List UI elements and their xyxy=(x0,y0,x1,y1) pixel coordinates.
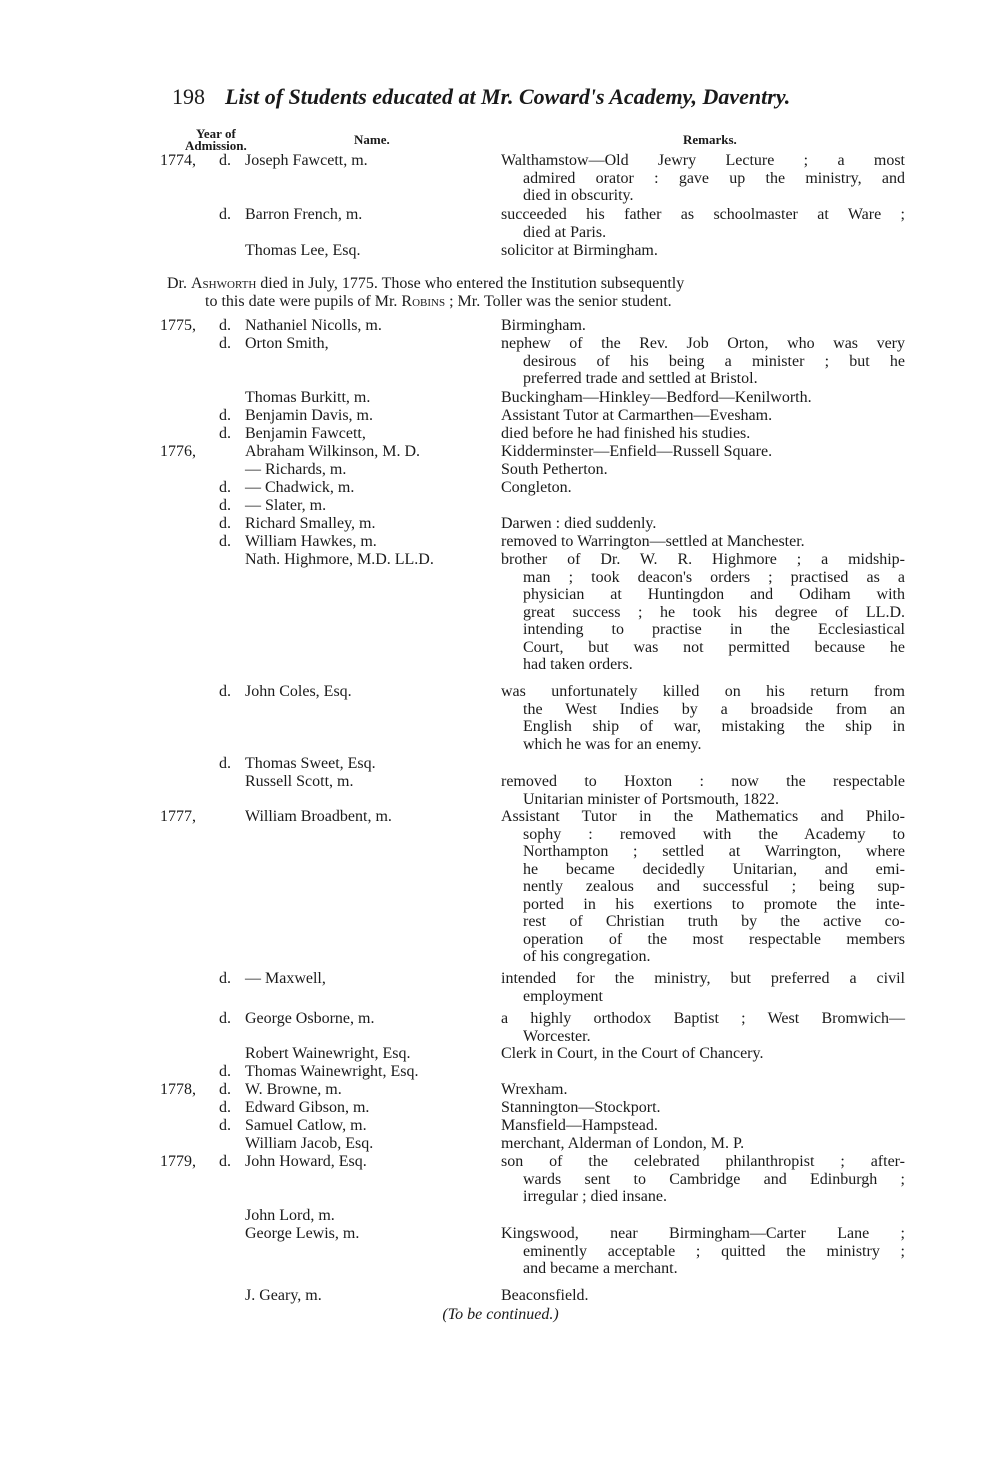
remarks-line: admired orator : gave up the ministry, and xyxy=(523,169,905,187)
remarks xyxy=(501,425,905,443)
deceased-marker: d. xyxy=(219,317,231,334)
remarks-line: died in obscurity. xyxy=(523,187,634,204)
remarks-line: preferred trade and settled at Bristol. xyxy=(523,370,758,387)
remarks-line: solicitor at Birmingham. xyxy=(501,242,658,259)
student-name: George Osborne, m. xyxy=(245,1010,375,1027)
deceased-marker: d. xyxy=(219,335,231,352)
remarks-line: employment xyxy=(523,987,603,1005)
student-name: William Hawkes, m. xyxy=(245,533,377,550)
admission-year: 1778, xyxy=(160,1081,196,1098)
remarks-line: Northampton ; settled at Warrington, where xyxy=(523,843,905,860)
remarks-line: son of the celebrated philanthropist ; after- xyxy=(501,1153,905,1170)
admission-year: 1775, xyxy=(160,317,196,334)
deceased-marker: d. xyxy=(219,1099,231,1116)
student-name: George Lewis, m. xyxy=(245,1225,360,1242)
remarks-line: merchant, Alderman of London, M. P. xyxy=(501,1135,745,1152)
deceased-marker: d. xyxy=(219,497,231,514)
student-name: Joseph Fawcett, m. xyxy=(245,152,368,169)
remarks-line: intended for the ministry, but preferred a civil xyxy=(501,970,905,987)
remarks-line: the West Indies by a broadside from an xyxy=(523,700,905,718)
deceased-marker: d. xyxy=(219,1063,231,1080)
remarks-line: Court, but was not permitted because he xyxy=(523,638,905,656)
student-name: — Maxwell, xyxy=(245,970,326,987)
remarks xyxy=(501,1099,905,1117)
remarks-line: ported in his exertions to promote the inte- xyxy=(523,895,905,913)
remarks xyxy=(501,551,905,674)
remarks xyxy=(501,317,905,335)
remarks xyxy=(501,242,905,260)
student-name: Orton Smith, xyxy=(245,335,329,352)
remarks-line: had taken orders. xyxy=(523,656,633,673)
remarks xyxy=(501,1153,905,1206)
remarks xyxy=(501,443,905,461)
student-name: John Coles, Esq. xyxy=(245,683,352,700)
student-name: Nathaniel Nicolls, m. xyxy=(245,317,382,334)
remarks-line: Darwen : died suddenly. xyxy=(501,515,657,532)
remarks xyxy=(501,1287,905,1305)
ashworth-note xyxy=(167,275,907,311)
student-name: John Lord, m. xyxy=(245,1207,335,1224)
remarks-line: Unitarian minister of Portsmouth, 1822. xyxy=(523,790,779,808)
remarks xyxy=(501,206,905,241)
remarks xyxy=(501,389,905,407)
student-name: Robert Wainewright, Esq. xyxy=(245,1045,411,1062)
deceased-marker: d. xyxy=(219,755,231,772)
student-name: William Jacob, Esq. xyxy=(245,1135,374,1152)
page-number: 198 xyxy=(172,84,205,109)
remarks-line: Congleton. xyxy=(501,479,572,496)
deceased-marker: d. xyxy=(219,1010,231,1027)
remarks-line: he became decidedly Unitarian, and emi- xyxy=(523,860,905,878)
remarks-line: and became a merchant. xyxy=(523,1260,678,1277)
year-header-line1: Year of xyxy=(195,126,236,141)
remarks xyxy=(501,1117,905,1135)
remarks-line: Kidderminster—Enfield—Russell Square. xyxy=(501,443,773,460)
remarks-line: Worcester. xyxy=(523,1027,591,1045)
student-name: William Broadbent, m. xyxy=(245,808,392,825)
deceased-marker: d. xyxy=(219,1081,231,1098)
deceased-marker: d. xyxy=(219,407,231,424)
remarks-line: Wrexham. xyxy=(501,1081,568,1098)
student-name: Thomas Sweet, Esq. xyxy=(245,755,376,772)
student-name: Benjamin Fawcett, xyxy=(245,425,366,442)
remarks-line: Mansfield—Hampstead. xyxy=(501,1117,658,1134)
remarks-line: Kingswood, near Birmingham—Carter Lane ; xyxy=(501,1225,905,1242)
student-name: Thomas Wainewright, Esq. xyxy=(245,1063,419,1080)
remarks xyxy=(501,407,905,425)
student-name: Russell Scott, m. xyxy=(245,773,354,790)
remarks-line: irregular ; died insane. xyxy=(523,1188,667,1205)
continued-footer: (To be continued.) xyxy=(442,1306,559,1323)
admission-year: 1777, xyxy=(160,808,196,825)
admission-year: 1776, xyxy=(160,443,196,460)
student-name: J. Geary, m. xyxy=(245,1287,322,1304)
remarks-line: was unfortunately killed on his return from xyxy=(501,683,905,700)
student-name: Richard Smalley, m. xyxy=(245,515,376,532)
remarks-line: a highly orthodox Baptist ; West Bromwich— xyxy=(501,1010,905,1027)
remarks-line: physician at Huntingdon and Odiham with xyxy=(523,586,905,603)
remarks-line: Assistant Tutor in the Mathematics and Philo- xyxy=(501,808,905,825)
remarks-line: removed to Warrington—settled at Manchester. xyxy=(501,533,805,550)
deceased-marker: d. xyxy=(219,533,231,550)
note-text: Dr. xyxy=(167,275,187,292)
remarks-line: Assistant Tutor at Carmarthen—Evesham. xyxy=(501,407,773,424)
student-name: Thomas Lee, Esq. xyxy=(245,242,361,259)
year-header-line2: Admission. xyxy=(185,138,247,153)
remarks-line: operation of the most respectable members xyxy=(523,930,905,948)
remarks-line: desirous of his being a minister ; but he xyxy=(523,352,905,370)
remarks xyxy=(501,1045,905,1063)
year-column-header xyxy=(185,128,247,152)
student-name: — Chadwick, m. xyxy=(245,479,355,496)
student-name: Nath. Highmore, M.D. LL.D. xyxy=(245,551,434,568)
note-text: to this date were pupils of Mr. xyxy=(205,293,402,310)
remarks xyxy=(501,479,905,497)
remarks-line: man ; took deacon's orders ; practised as a xyxy=(523,568,905,586)
remarks xyxy=(501,773,905,808)
remarks xyxy=(501,335,905,388)
student-name: Thomas Burkitt, m. xyxy=(245,389,371,406)
remarks-line: brother of Dr. W. R. Highmore ; a midship- xyxy=(501,551,905,568)
remarks xyxy=(501,1081,905,1099)
student-name: Barron French, m. xyxy=(245,206,363,223)
student-name: — Richards, m. xyxy=(245,461,347,478)
deceased-marker: d. xyxy=(219,206,231,223)
remarks-line: Birmingham. xyxy=(501,317,586,334)
admission-year: 1774, xyxy=(160,152,196,169)
remarks xyxy=(501,1135,905,1153)
remarks-line: Walthamstow—Old Jewry Lecture ; a most xyxy=(501,152,905,169)
admission-year: 1779, xyxy=(160,1153,196,1170)
remarks-line: sophy : removed with the Academy to xyxy=(523,825,905,843)
student-name: Abraham Wilkinson, M. D. xyxy=(245,443,421,460)
remarks xyxy=(501,533,905,551)
page-title: List of Students educated at Mr. Coward's Academy, Daventry. xyxy=(225,84,791,109)
remarks xyxy=(501,461,905,479)
remarks xyxy=(501,1225,905,1278)
note-text: ; Mr. Toller was the senior student. xyxy=(445,293,672,310)
deceased-marker: d. xyxy=(219,970,231,987)
remarks-line: nently zealous and successful ; being sup- xyxy=(523,878,905,895)
remarks-line: wards sent to Cambridge and Edinburgh ; xyxy=(523,1170,905,1188)
remarks-line: nephew of the Rev. Job Orton, who was very xyxy=(501,335,905,352)
name-column-header: Name. xyxy=(354,132,390,147)
page-header xyxy=(172,84,790,110)
remarks-line: South Petherton. xyxy=(501,461,608,478)
student-name: Samuel Catlow, m. xyxy=(245,1117,367,1134)
student-name: Edward Gibson, m. xyxy=(245,1099,370,1116)
remarks-line: died before he had finished his studies. xyxy=(501,425,751,442)
remarks-line: which he was for an enemy. xyxy=(523,735,702,753)
deceased-marker: d. xyxy=(219,1153,231,1170)
remarks-line: great success ; he took his degree of LL.D. xyxy=(523,603,905,621)
remarks xyxy=(501,152,905,205)
remarks-column-header: Remarks. xyxy=(683,132,737,147)
remarks xyxy=(501,970,905,1005)
remarks-line: rest of Christian truth by the active co- xyxy=(523,913,905,930)
remarks-line: succeeded his father as schoolmaster at Ware ; xyxy=(501,206,905,223)
remarks-line: English ship of war, mistaking the ship in xyxy=(523,718,905,735)
student-name: Benjamin Davis, m. xyxy=(245,407,373,424)
remarks-line: intending to practise in the Ecclesiastical xyxy=(523,621,905,638)
deceased-marker: d. xyxy=(219,425,231,442)
remarks-line: Clerk in Court, in the Court of Chancery. xyxy=(501,1045,764,1062)
deceased-marker: d. xyxy=(219,152,231,169)
remarks-line: Beaconsfield. xyxy=(501,1287,589,1304)
remarks-line: eminently acceptable ; quitted the ministry ; xyxy=(523,1242,905,1260)
deceased-marker: d. xyxy=(219,1117,231,1134)
remarks xyxy=(501,808,905,966)
note-robins: Robins xyxy=(401,293,446,310)
note-ashworth: Ashworth xyxy=(191,275,257,292)
remarks-line: Buckingham—Hinkley—Bedford—Kenilworth. xyxy=(501,389,812,406)
note-text: died in July, 1775. Those who entered the Institution subsequently xyxy=(256,275,685,292)
deceased-marker: d. xyxy=(219,515,231,532)
deceased-marker: d. xyxy=(219,683,231,700)
remarks-line: of his congregation. xyxy=(523,948,651,965)
student-name: John Howard, Esq. xyxy=(245,1153,367,1170)
remarks xyxy=(501,683,905,753)
student-name: W. Browne, m. xyxy=(245,1081,342,1098)
remarks xyxy=(501,515,905,533)
deceased-marker: d. xyxy=(219,479,231,496)
remarks-line: Stannington—Stockport. xyxy=(501,1099,661,1116)
remarks-line: removed to Hoxton : now the respectable xyxy=(501,773,905,790)
remarks xyxy=(501,1010,905,1045)
remarks-line: died at Paris. xyxy=(523,223,607,241)
student-name: — Slater, m. xyxy=(245,497,327,514)
